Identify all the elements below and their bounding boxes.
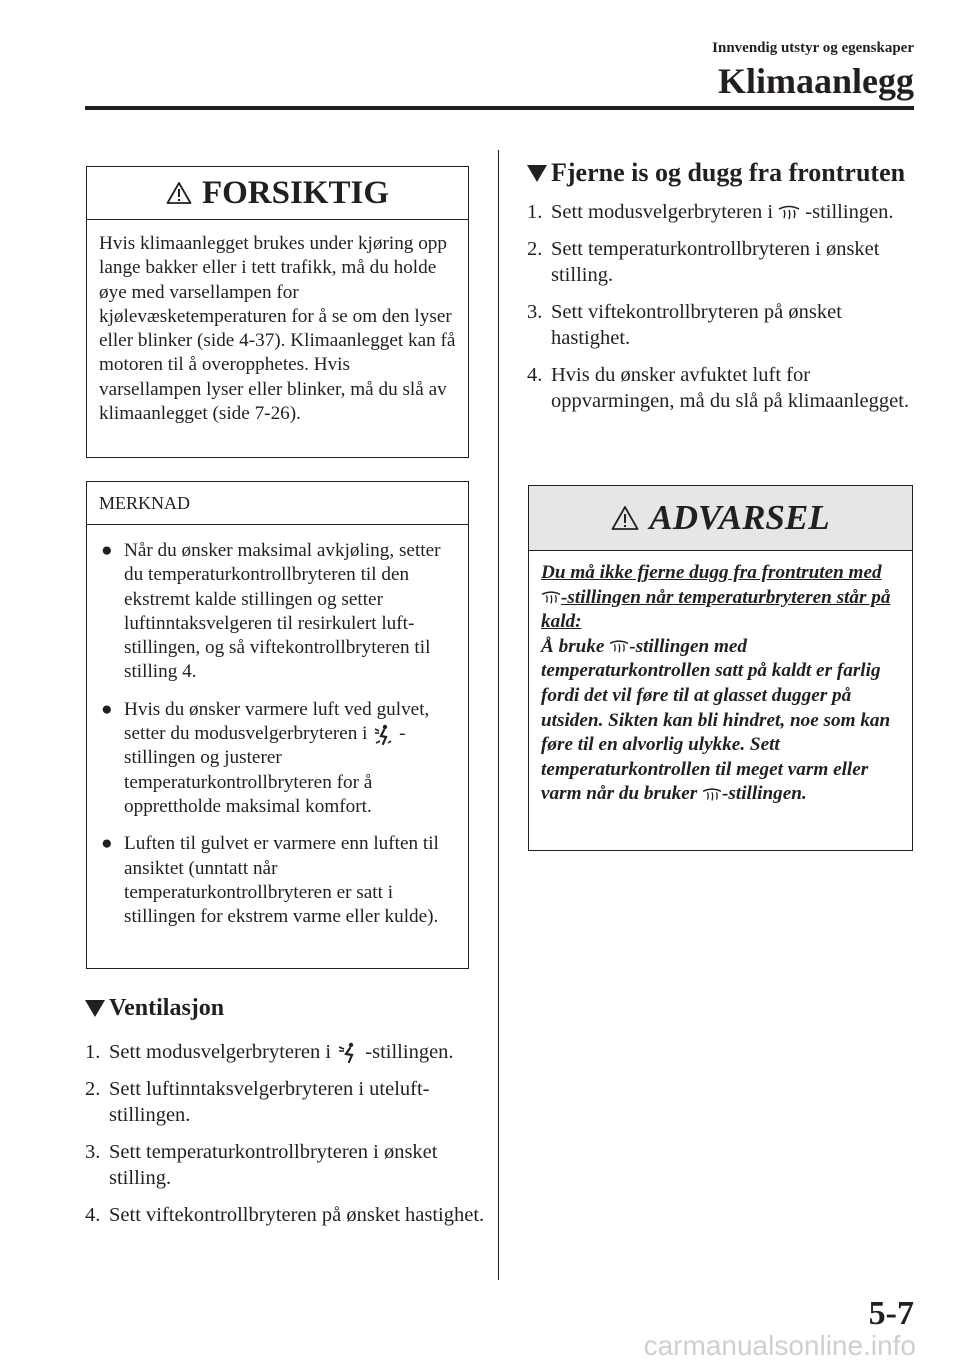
caution-title: FORSIKTIG	[201, 174, 390, 211]
step-text: Sett temperaturkontrollbryteren i ønsket stilling.	[109, 1141, 438, 1189]
note-item-text: Når du ønsker maksimal avkjøling, setter du temperaturkontrollbryteren til den ekstremt kalde stillingen og setter luftinntaksvelgeren til resirkulert luft-stillingen, og så viftekontrollbryteren til stilling 4.	[124, 540, 441, 683]
step-item	[527, 199, 917, 225]
note-item-text: -stillingen og justerer temperaturkontrollbryteren for å opprettholde maksimal komfort.	[124, 723, 406, 817]
note-header	[87, 482, 468, 525]
ventilation-steps	[85, 1039, 485, 1239]
step-text: Hvis du ønsker avfuktet luft for oppvarmingen, må du slå på klimaanlegget.	[551, 364, 910, 412]
warning-header	[529, 486, 912, 551]
bullet: ●	[101, 698, 113, 720]
defroster-icon	[541, 589, 561, 607]
note-box	[86, 481, 469, 969]
step-number: 1.	[527, 201, 543, 223]
bi-level-mode-icon	[372, 724, 394, 746]
defroster-icon	[702, 786, 722, 804]
header-rule	[85, 106, 914, 110]
warning-body: -stillingen med temperaturkontrollen satt på kaldt er farlig fordi det vil føre til at glasset dugger på utsiden. Sikten kan bli hindret, noe som kan føre til en alvorlig ulykke. Sett temperaturkontrollen til meget varm eller varm når du bruker	[541, 635, 891, 805]
warning-lead: Du må ikke fjerne dugg fra frontruten med	[541, 562, 882, 583]
page-title: Klimaanlegg	[718, 61, 914, 101]
column-divider	[498, 150, 499, 1280]
note-list	[87, 525, 468, 929]
step-item	[527, 362, 917, 414]
step-item	[527, 236, 917, 288]
step-text: -stillingen.	[365, 1041, 454, 1063]
caution-text: Hvis klimaanlegget brukes under kjøring opp lange bakker eller i tett trafikk, må du holde øye med varsellampen for kjølevæsketemperaturen for å se om den lyser eller blinker (side 4-37). Klimaanlegget kan få motoren til å overopphetes. Hvis varsellampen lyser eller blinker, må du slå av klimaanlegget (side 7-26).	[99, 233, 456, 425]
warning-title: ADVARSEL	[649, 498, 830, 537]
step-item	[85, 1202, 485, 1228]
ventilation-heading-text: Ventilasjon	[109, 995, 225, 1021]
section-triangle-icon	[85, 1000, 105, 1017]
step-number: 4.	[527, 364, 543, 386]
step-item	[527, 299, 917, 351]
note-item-text: Luften til gulvet er varmere enn luften til ansiktet (unntatt når temperaturkontrollbryteren er satt i stillingen for ekstrem varme eller kulde).	[124, 833, 439, 928]
step-text: Sett temperaturkontrollbryteren i ønsket stilling.	[551, 238, 880, 286]
step-number: 3.	[85, 1141, 101, 1163]
bullet: ●	[101, 833, 113, 855]
warning-body: Å bruke	[541, 635, 605, 657]
defroster-icon	[778, 203, 800, 223]
step-text: Sett viftekontrollbryteren på ønsket hastighet.	[551, 301, 842, 349]
bullet: ●	[101, 540, 113, 561]
defroster-icon	[609, 638, 629, 656]
caution-box	[86, 166, 469, 458]
warning-triangle-icon	[166, 181, 192, 205]
note-item-text: Hvis du ønsker varmere luft ved gulvet, setter du modusvelgerbryteren i	[124, 698, 430, 745]
ventilation-heading	[85, 995, 224, 1022]
note-item	[99, 832, 456, 929]
note-title: MERKNAD	[99, 492, 191, 513]
step-text: -stillingen.	[805, 201, 894, 223]
defrost-heading	[527, 158, 905, 188]
step-item	[85, 1139, 485, 1191]
step-text: Sett viftekontrollbryteren på ønsket hastighet.	[109, 1204, 485, 1226]
step-number: 1.	[85, 1041, 101, 1063]
defrost-steps	[527, 199, 917, 425]
step-text: Sett luftinntaksvelgerbryteren i uteluft-stillingen.	[109, 1078, 430, 1126]
face-vent-mode-icon	[336, 1042, 360, 1064]
step-number: 2.	[85, 1078, 101, 1100]
step-number: 3.	[527, 301, 543, 323]
note-item	[99, 539, 456, 685]
page-number: 5-7	[868, 1295, 914, 1332]
caution-header	[87, 167, 468, 220]
warning-body: -stillingen.	[722, 783, 807, 805]
defrost-heading-text: Fjerne is og dugg fra frontruten	[551, 158, 906, 187]
warning-triangle-icon	[611, 505, 639, 531]
step-item	[85, 1039, 485, 1065]
warning-lead: -stillingen når temperaturbryteren står på kald:	[541, 586, 891, 633]
step-item	[85, 1076, 485, 1128]
step-text: Sett modusvelgerbryteren i	[551, 201, 774, 223]
step-text: Sett modusvelgerbryteren i	[109, 1041, 332, 1063]
step-number: 4.	[85, 1204, 101, 1226]
warning-text	[529, 551, 912, 817]
step-number: 2.	[527, 238, 543, 260]
watermark: carmanualsonline.info	[643, 1330, 916, 1361]
section-header: Innvendig utstyr og egenskaper	[712, 40, 914, 56]
section-triangle-icon	[527, 165, 547, 182]
warning-box	[528, 485, 913, 851]
note-item	[99, 698, 456, 819]
